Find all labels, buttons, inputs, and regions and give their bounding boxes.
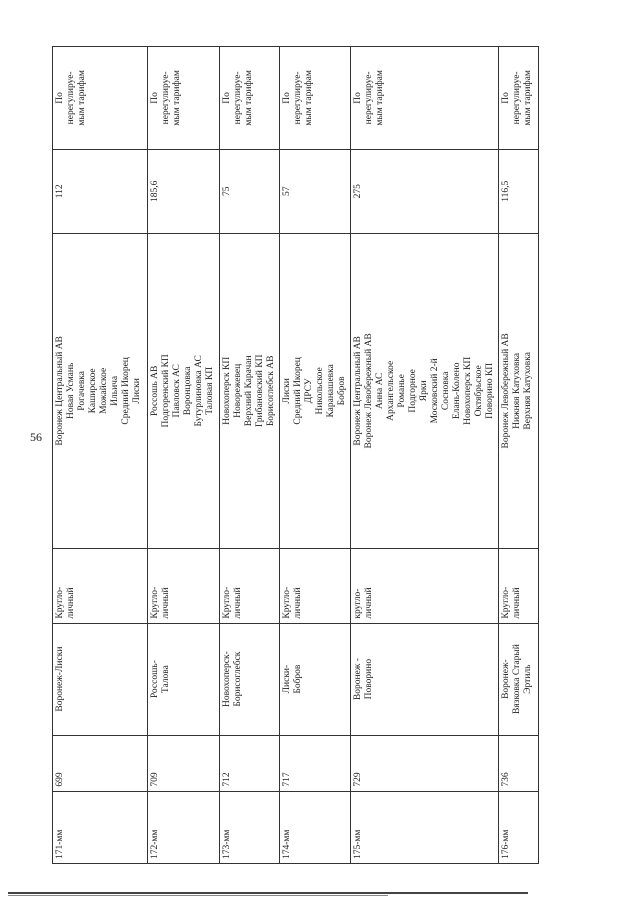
route-type-cell: Кругло- личный: [220, 548, 280, 623]
distance-cell: 275: [351, 149, 499, 233]
tariff-cell: По нерегулируе- мым тарифам: [280, 47, 351, 150]
stops-cell: [148, 233, 220, 548]
stop-item: Можайское: [99, 367, 109, 414]
stop-item: Лиски: [282, 378, 292, 404]
stop-item: Новорежевец: [233, 363, 243, 418]
distance-cell: 116,5: [499, 149, 539, 233]
route-type-cell: Кругло- личный: [280, 548, 351, 623]
tariff-cell: По нерегулируе- мым тарифам: [148, 47, 220, 150]
route-group-cell: 174-мм: [280, 791, 351, 863]
scan-artifact-thin: [8, 895, 388, 896]
stop-item: Московский 2-й: [430, 358, 440, 424]
reg-number-cell: 729: [351, 735, 499, 791]
stop-item: Воронеж Центральный АВ: [55, 336, 65, 446]
stop-item: Новая Усмань: [66, 362, 76, 420]
stop-item: Подгорное: [408, 369, 418, 413]
stop-item: Сосновка: [441, 371, 451, 411]
route-name-cell: Воронеж-Лиски: [53, 623, 148, 735]
reg-number-cell: 717: [280, 735, 351, 791]
route-name-cell: Воронеж - Поворино: [351, 623, 499, 735]
stop-item: Поворино КП: [485, 362, 495, 419]
reg-number-cell: 736: [499, 735, 539, 791]
stop-item: Бобров: [337, 376, 347, 406]
stop-item: Подгоренский КП: [161, 354, 171, 428]
stops-cell: [351, 233, 499, 548]
route-table: [52, 46, 539, 864]
route-name-cell: Воронеж- Вязковка Старый Эртиль: [499, 623, 539, 735]
route-type-cell: кругло- личный: [351, 548, 499, 623]
table-row: [280, 47, 351, 864]
route-table-rotated: [52, 46, 562, 864]
distance-cell: 112: [53, 149, 148, 233]
stops-cell: [280, 233, 351, 548]
stop-item: Воронеж Левобережный АВ: [364, 333, 374, 449]
stop-item: Романье: [397, 374, 407, 408]
stop-item: Елань-Колено: [452, 362, 462, 420]
stop-item: Верхний Карачан: [244, 355, 254, 427]
tariff-cell: По нерегулируе- мым тарифам: [220, 47, 280, 150]
stop-item: Нижняя Катуховка: [512, 352, 522, 429]
tariff-cell: По нерегулируе- мым тарифам: [351, 47, 499, 150]
table-row: [148, 47, 220, 864]
route-type-cell: Кругло- личный: [148, 548, 220, 623]
stop-item: Октябрьское: [474, 365, 484, 417]
stop-item: Бутурлиновка АС: [194, 355, 204, 427]
route-name-cell: Лиски- Бобров: [280, 623, 351, 735]
stop-item: Новохоперск КП: [463, 356, 473, 425]
stop-item: Анна АС: [375, 372, 385, 410]
table-row: [499, 47, 539, 864]
reg-number-cell: 709: [148, 735, 220, 791]
stop-item: Каранашевка: [326, 364, 336, 418]
stop-item: Ильича: [110, 375, 120, 406]
reg-number-cell: 699: [53, 735, 148, 791]
table-row: [220, 47, 280, 864]
distance-cell: 75: [220, 149, 280, 233]
route-group-cell: 175-мм: [351, 791, 499, 863]
tariff-cell: По нерегулируе- мым тарифам: [499, 47, 539, 150]
route-type-cell: Кругло- личный: [499, 548, 539, 623]
stops-cell: [53, 233, 148, 548]
scan-artifact: [8, 892, 528, 894]
route-table-body: [53, 47, 539, 864]
table-row: [53, 47, 148, 864]
route-name-cell: Новохоперск- Борисоглебск: [220, 623, 280, 735]
stops-cell: [499, 233, 539, 548]
stop-item: Архангельское: [386, 360, 396, 421]
stop-item: Воронцовка: [183, 366, 193, 416]
reg-number-cell: 712: [220, 735, 280, 791]
route-group-cell: 176-мм: [499, 791, 539, 863]
stop-item: Верхняя Катуховка: [523, 352, 533, 430]
table-row: [351, 47, 499, 864]
stop-item: Воронеж Центральный АВ: [353, 336, 363, 446]
stop-item: Грибановский КП: [255, 354, 265, 428]
page-number: 56: [30, 430, 42, 444]
stop-item: Воронеж Левобережный АВ: [501, 333, 511, 449]
route-group-cell: 173-мм: [220, 791, 280, 863]
stop-item: Новохоперск КП: [222, 356, 232, 425]
stop-item: Лиски: [132, 378, 142, 404]
route-name-cell: Россошь- Талова: [148, 623, 220, 735]
stops-cell: [220, 233, 280, 548]
stop-item: Средний Икорец: [121, 357, 131, 425]
stop-item: Борисоглебск АВ: [266, 355, 276, 427]
route-group-cell: 171-мм: [53, 791, 148, 863]
distance-cell: 57: [280, 149, 351, 233]
stop-item: Таловая КП: [205, 366, 215, 415]
stop-item: Ярки: [419, 380, 429, 402]
stop-item: Никольское: [315, 367, 325, 415]
stop-item: Средний Икорец: [293, 357, 303, 425]
stop-item: ДРСУ: [304, 378, 314, 404]
stop-item: Павловск АС: [172, 364, 182, 418]
route-type-cell: Кругло- личный: [53, 548, 148, 623]
stop-item: Каширское: [88, 368, 98, 414]
distance-cell: 185,6: [148, 149, 220, 233]
route-group-cell: 172-мм: [148, 791, 220, 863]
stop-item: Рогачевка: [77, 371, 87, 411]
stop-item: Россошь АВ: [150, 365, 160, 417]
tariff-cell: По нерегулируе- мым тарифам: [53, 47, 148, 150]
